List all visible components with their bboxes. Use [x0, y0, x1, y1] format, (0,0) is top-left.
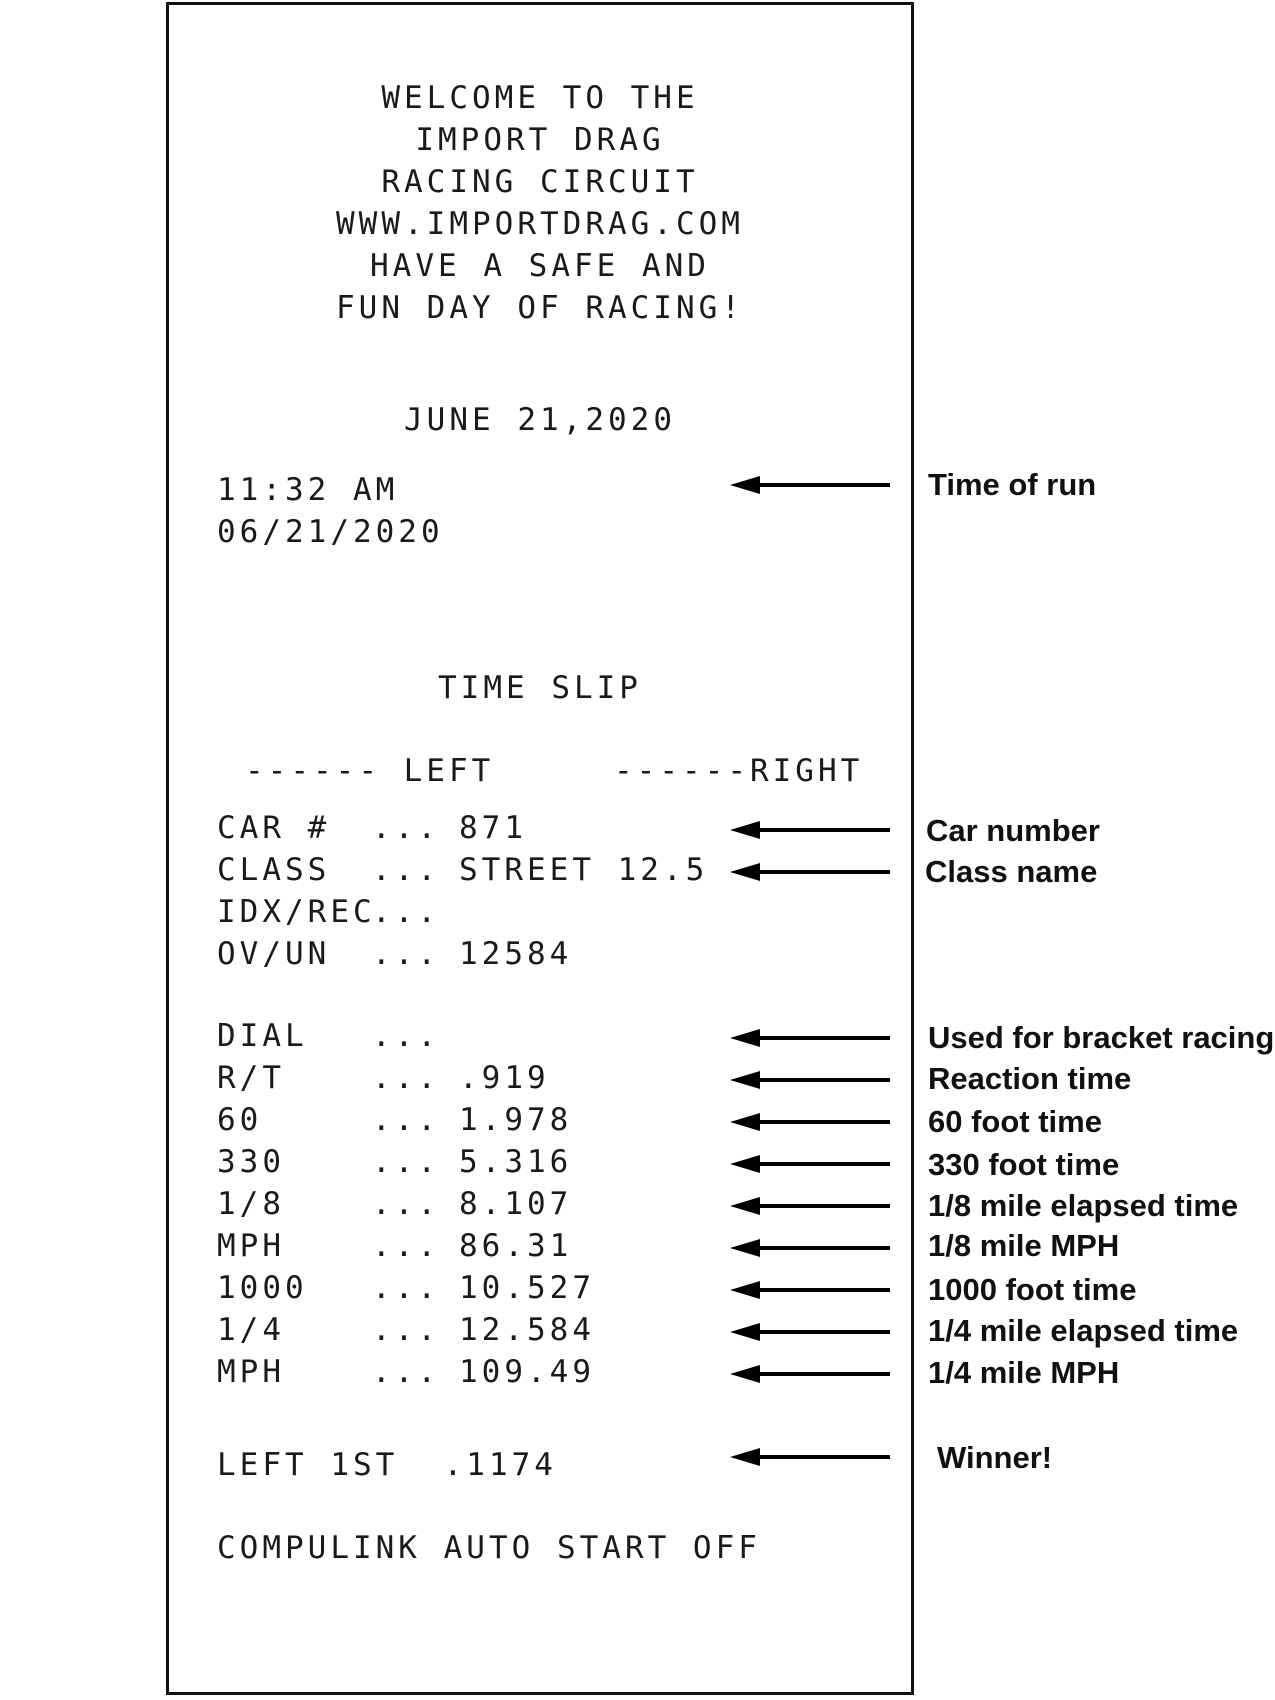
row-separator: ... [372, 1228, 440, 1264]
header-line: WELCOME TO THE [381, 80, 699, 116]
row-separator: ... [372, 936, 440, 972]
arrow-left-icon [730, 1280, 890, 1300]
run-time: 11:32 AM [217, 472, 399, 508]
header-line: WWW.IMPORTDRAG.COM [336, 206, 744, 242]
row-label: 1/8 [217, 1186, 285, 1222]
row-separator: ... [372, 1018, 440, 1054]
row-separator: ... [372, 1102, 440, 1138]
row-value: .919 [459, 1060, 550, 1096]
arrow-left-icon [730, 1322, 890, 1342]
lane-header-right: ------RIGHT [614, 753, 864, 789]
header-line: HAVE A SAFE AND [370, 248, 710, 284]
annotation-eighth-mph: 1/8 mile MPH [928, 1228, 1120, 1263]
row-value: 5.316 [459, 1144, 573, 1180]
annotation-quarter-et: 1/4 mile elapsed time [928, 1313, 1239, 1348]
header-line: FUN DAY OF RACING! [336, 290, 744, 326]
row-label: 60 [217, 1102, 263, 1138]
row-label: 1/4 [217, 1312, 285, 1348]
arrow-left-icon [730, 862, 890, 882]
arrow-left-icon [730, 1028, 890, 1048]
row-separator: ... [372, 1186, 440, 1222]
arrow-left-icon [730, 1154, 890, 1174]
row-label: CAR # [217, 810, 331, 846]
arrow-left-icon [730, 1364, 890, 1384]
annotation-330-foot: 330 foot time [928, 1147, 1120, 1182]
row-label: MPH [217, 1354, 285, 1390]
run-date: 06/21/2020 [217, 514, 444, 550]
arrow-left-icon [730, 475, 890, 495]
annotation-quarter-mph: 1/4 mile MPH [928, 1355, 1120, 1390]
header-line: IMPORT DRAG [415, 122, 665, 158]
row-label: DIAL [217, 1018, 308, 1054]
annotation-dial: Used for bracket racing [928, 1020, 1275, 1055]
annotation-1000-foot: 1000 foot time [928, 1272, 1137, 1307]
arrow-left-icon [730, 820, 890, 840]
annotation-class-name: Class name [925, 854, 1098, 889]
row-label: OV/UN [217, 936, 331, 972]
row-label: R/T [217, 1060, 285, 1096]
row-value: 8.107 [459, 1186, 573, 1222]
row-separator: ... [372, 1270, 440, 1306]
row-value: 12.584 [459, 1312, 595, 1348]
header-line: RACING CIRCUIT [381, 164, 699, 200]
annotation-eighth-et: 1/8 mile elapsed time [928, 1188, 1239, 1223]
row-label: IDX/REC [217, 894, 376, 930]
row-value: 1.978 [459, 1102, 573, 1138]
row-label: MPH [217, 1228, 285, 1264]
slip-footer: COMPULINK AUTO START OFF [217, 1530, 761, 1566]
row-separator: ... [372, 810, 440, 846]
row-value: 10.527 [459, 1270, 595, 1306]
annotation-winner: Winner! [937, 1440, 1053, 1475]
date-banner: JUNE 21,2020 [404, 402, 676, 438]
row-separator: ... [372, 1060, 440, 1096]
row-separator: ... [372, 852, 440, 888]
time-slip [166, 2, 914, 1695]
arrow-left-icon [730, 1070, 890, 1090]
annotation-car-number: Car number [926, 813, 1100, 848]
arrow-left-icon [730, 1112, 890, 1132]
arrow-left-icon [730, 1238, 890, 1258]
row-value: 109.49 [459, 1354, 595, 1390]
row-label: 1000 [217, 1270, 308, 1306]
row-value: 871 [459, 810, 527, 846]
row-value: STREET 12.5 [459, 852, 709, 888]
slip-title: TIME SLIP [438, 670, 642, 706]
annotation-reaction-time: Reaction time [928, 1061, 1132, 1096]
arrow-left-icon [730, 1196, 890, 1216]
row-label: 330 [217, 1144, 285, 1180]
row-separator: ... [372, 894, 440, 930]
row-value: 12584 [459, 936, 573, 972]
row-separator: ... [372, 1144, 440, 1180]
lane-header-left: ------ LEFT [245, 753, 495, 789]
arrow-left-icon [730, 1447, 890, 1467]
row-label: CLASS [217, 852, 331, 888]
row-value: 86.31 [459, 1228, 573, 1264]
row-separator: ... [372, 1312, 440, 1348]
winner-result: LEFT 1ST .1174 [217, 1447, 557, 1483]
annotation-time-of-run: Time of run [928, 467, 1097, 502]
annotation-60-foot: 60 foot time [928, 1104, 1102, 1139]
row-separator: ... [372, 1354, 440, 1390]
